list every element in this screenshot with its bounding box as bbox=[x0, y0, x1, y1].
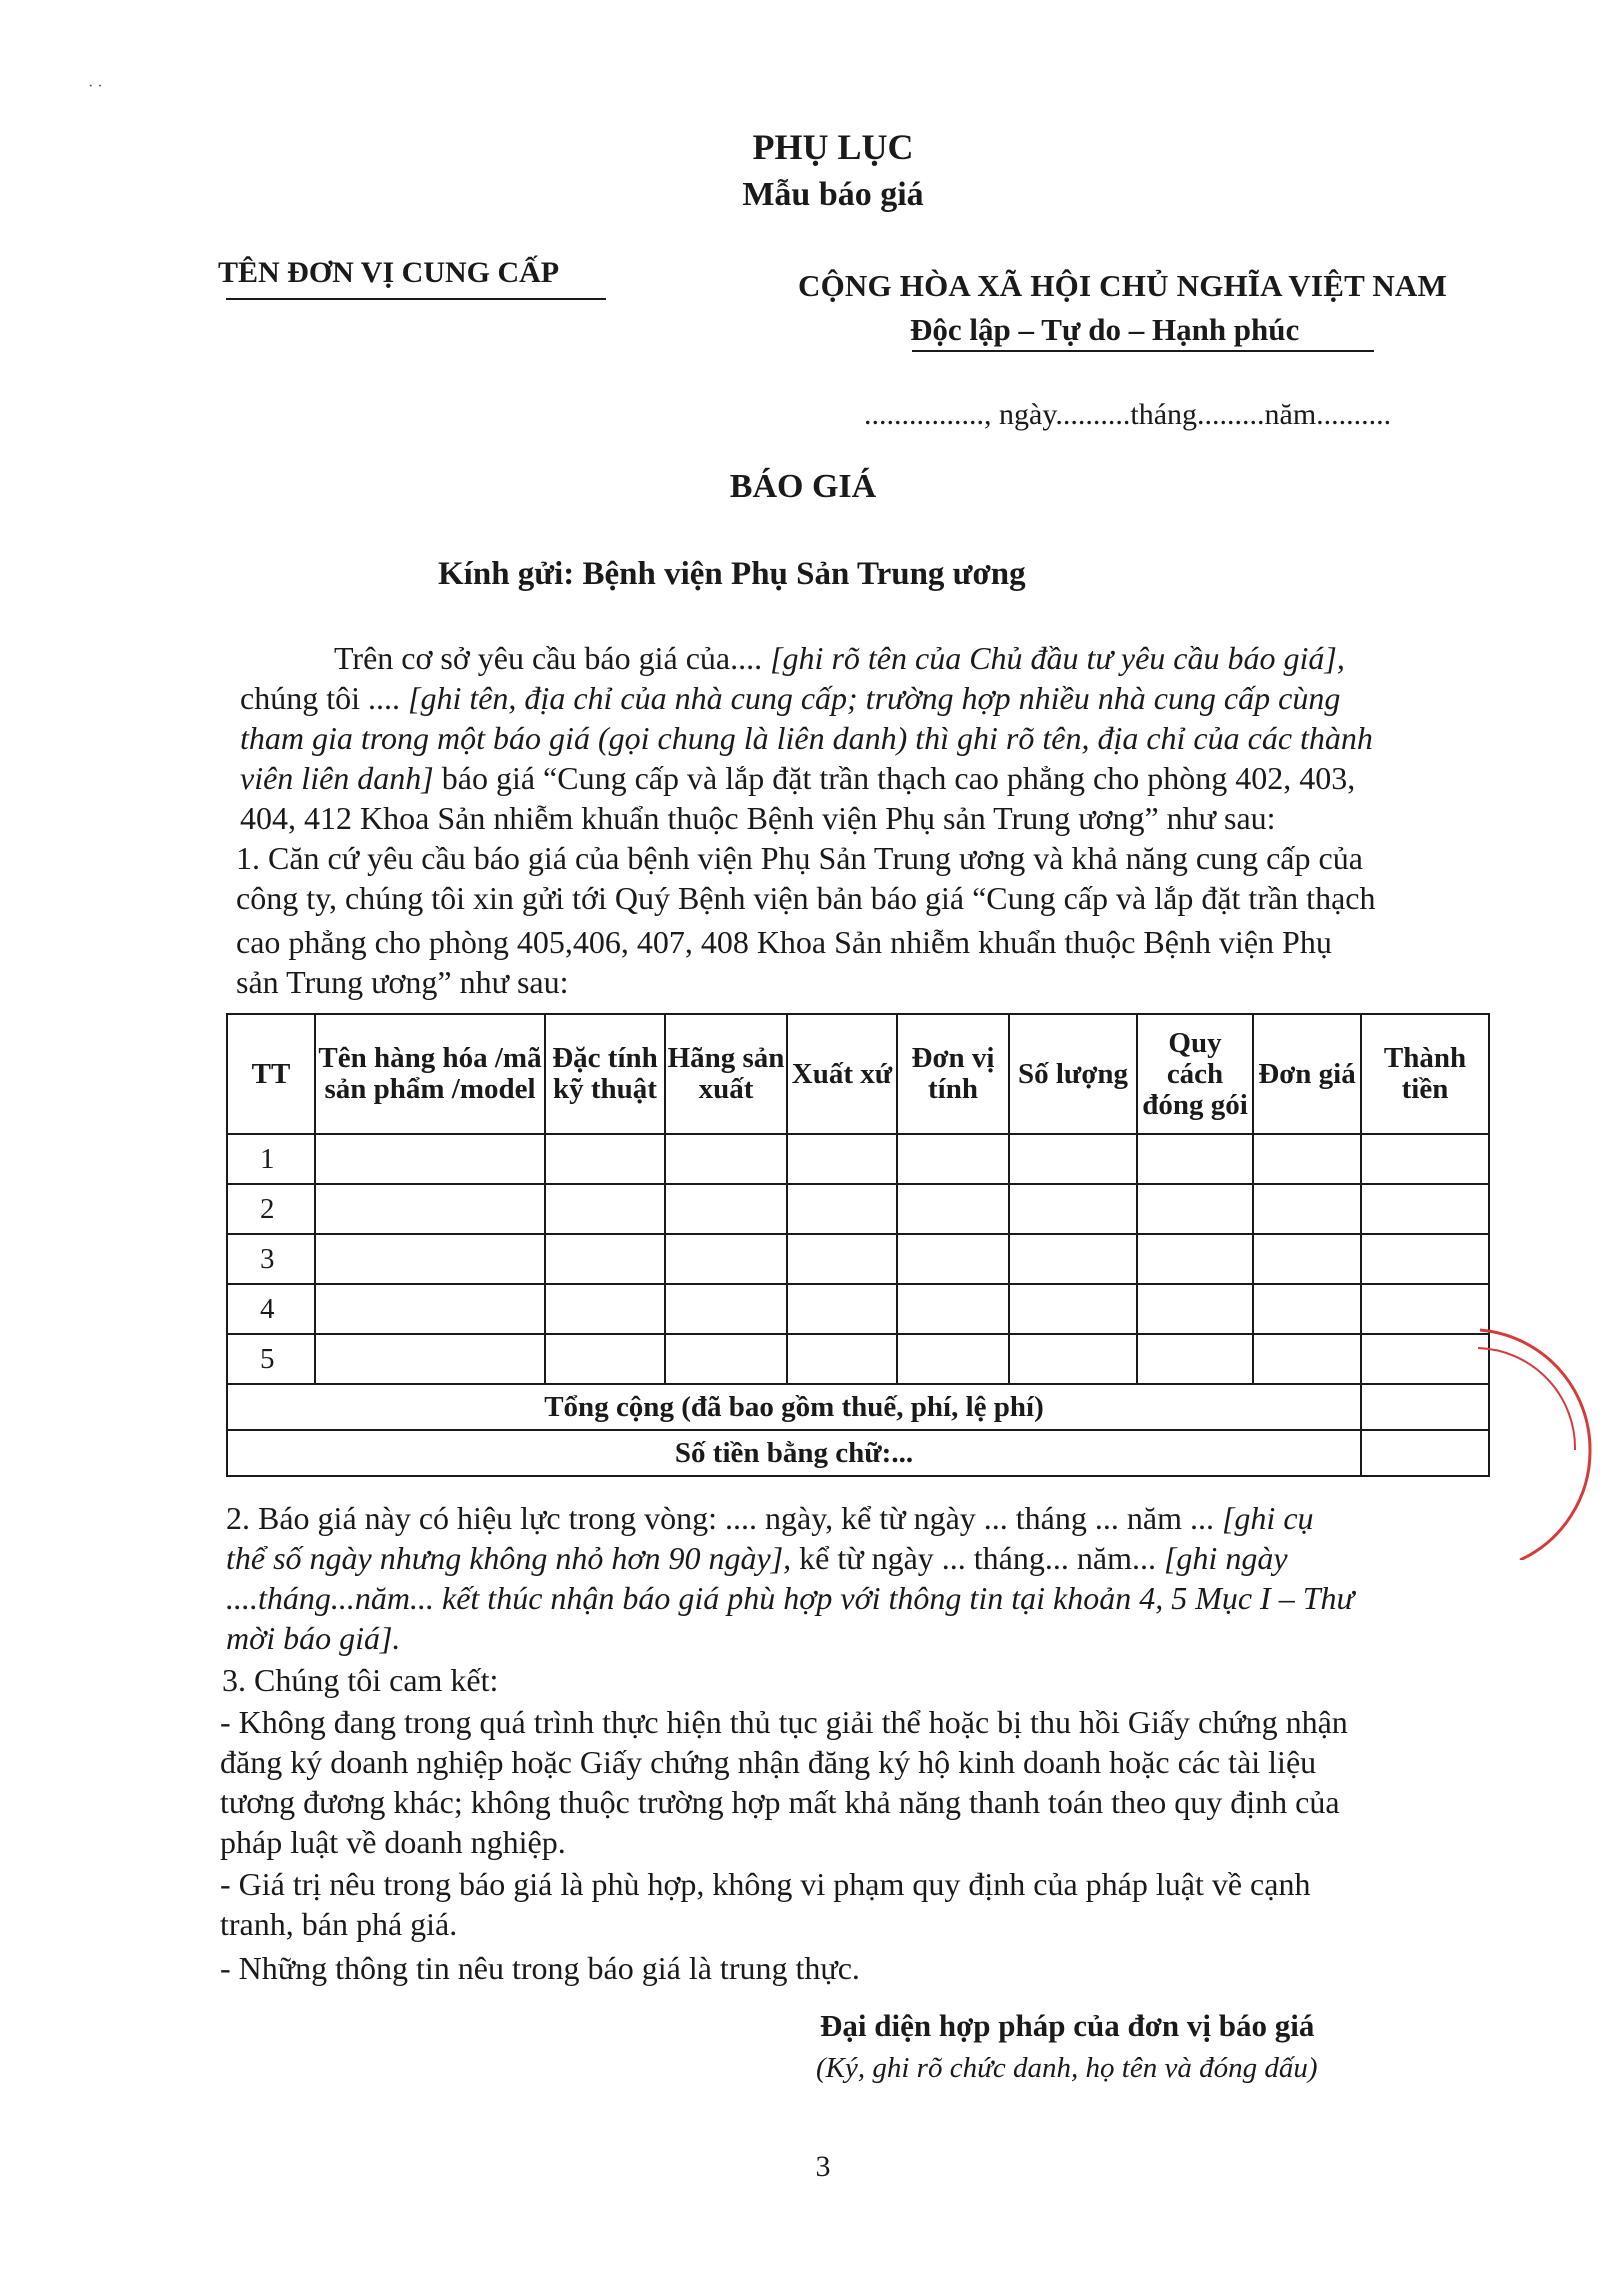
appendix-title: PHỤ LỤC bbox=[752, 127, 914, 167]
col-header-unit-price: Đơn giá bbox=[1253, 1014, 1361, 1134]
table-cell bbox=[1253, 1334, 1361, 1384]
table-cell bbox=[545, 1334, 665, 1384]
quote-table bbox=[226, 1013, 1490, 1477]
seal-arc-inner bbox=[1478, 1348, 1575, 1450]
row-number: 1 bbox=[227, 1134, 315, 1184]
intro-line-9: sản Trung ương” như sau: bbox=[236, 964, 569, 1000]
validity-line-3: ....tháng...năm... kết thúc nhận báo giá phù hợp với thông tin tại khoản 4, 5 Mục I – Thư bbox=[226, 1580, 1354, 1616]
date-line: ................, ngày..........tháng.........năm.......... bbox=[864, 398, 1392, 431]
intro-line-8: cao phẳng cho phòng 405,406, 407, 408 Khoa Sản nhiễm khuẩn thuộc Bệnh viện Phụ bbox=[236, 924, 1332, 960]
amount-words-row bbox=[227, 1430, 1489, 1476]
table-cell bbox=[665, 1234, 787, 1284]
table-cell bbox=[787, 1234, 897, 1284]
table-cell bbox=[787, 1184, 897, 1234]
table-cell bbox=[1361, 1134, 1489, 1184]
national-motto: Độc lập – Tự do – Hạnh phúc bbox=[910, 312, 1300, 347]
table-cell bbox=[315, 1284, 545, 1334]
recipient-line: Kính gửi: Bệnh viện Phụ Sản Trung ương bbox=[438, 556, 1026, 592]
table-row bbox=[227, 1134, 1489, 1184]
table-cell bbox=[897, 1284, 1009, 1334]
col-header-spec: Đặc tính kỹ thuật bbox=[545, 1014, 665, 1134]
table-cell bbox=[665, 1334, 787, 1384]
red-seal-stamp bbox=[1440, 1300, 1600, 1560]
commitment-3: - Những thông tin nêu trong báo giá là trung thực. bbox=[220, 1950, 860, 1986]
table-cell bbox=[1253, 1284, 1361, 1334]
table-cell bbox=[1253, 1184, 1361, 1234]
table-cell bbox=[1137, 1134, 1253, 1184]
table-cell bbox=[897, 1234, 1009, 1284]
supplier-label: TÊN ĐƠN VỊ CUNG CẤP bbox=[218, 256, 560, 289]
validity-line-1: 2. Báo giá này có hiệu lực trong vòng: .... ngày, kể từ ngày ... tháng ... năm ... [ghi cụ bbox=[226, 1500, 1314, 1536]
table-cell bbox=[1009, 1134, 1137, 1184]
table-cell bbox=[1253, 1134, 1361, 1184]
table-cell bbox=[665, 1284, 787, 1334]
table-cell bbox=[315, 1134, 545, 1184]
intro-line-1: Trên cơ sở yêu cầu báo giá của.... [ghi rõ tên của Chủ đầu tư yêu cầu báo giá], bbox=[334, 640, 1345, 676]
signature-title: Đại diện hợp pháp của đơn vị báo giá bbox=[820, 2008, 1315, 2043]
intro-line-6: 1. Căn cứ yêu cầu báo giá của bệnh viện Phụ Sản Trung ương và khả năng cung cấp của bbox=[236, 840, 1363, 876]
table-cell bbox=[545, 1234, 665, 1284]
motto-underline bbox=[912, 350, 1374, 352]
table-cell bbox=[1361, 1184, 1489, 1234]
table-cell bbox=[897, 1184, 1009, 1234]
intro-line-5: 404, 412 Khoa Sản nhiễm khuẩn thuộc Bệnh viện Phụ sản Trung ương” như sau: bbox=[240, 800, 1276, 836]
table-cell bbox=[1009, 1284, 1137, 1334]
row-number: 2 bbox=[227, 1184, 315, 1234]
col-header-tt: TT bbox=[227, 1014, 315, 1134]
col-header-packing: Quy cách đóng gói bbox=[1137, 1014, 1253, 1134]
table-cell bbox=[897, 1134, 1009, 1184]
table-cell bbox=[665, 1134, 787, 1184]
intro-line-2: chúng tôi .... [ghi tên, địa chỉ của nhà cung cấp; trường hợp nhiều nhà cung cấp cùng bbox=[240, 680, 1341, 716]
amount-words-label: Số tiền bằng chữ:... bbox=[227, 1430, 1361, 1476]
table-cell bbox=[897, 1334, 1009, 1384]
table-cell bbox=[787, 1334, 897, 1384]
table-header-row bbox=[227, 1014, 1489, 1134]
commitment-1-line-1: - Không đang trong quá trình thực hiện thủ tục giải thể hoặc bị thu hồi Giấy chứng nhận bbox=[220, 1704, 1348, 1740]
col-header-unit: Đơn vị tính bbox=[897, 1014, 1009, 1134]
row-number: 4 bbox=[227, 1284, 315, 1334]
commitments-heading: 3. Chúng tôi cam kết: bbox=[222, 1662, 499, 1698]
document-title: BÁO GIÁ bbox=[729, 468, 877, 505]
table-cell bbox=[1009, 1334, 1137, 1384]
table-cell bbox=[1137, 1234, 1253, 1284]
table-cell bbox=[1361, 1234, 1489, 1284]
table-cell bbox=[315, 1184, 545, 1234]
table-cell bbox=[545, 1134, 665, 1184]
table-row bbox=[227, 1334, 1489, 1384]
table-cell bbox=[1253, 1234, 1361, 1284]
table-row bbox=[227, 1234, 1489, 1284]
table-cell bbox=[1137, 1184, 1253, 1234]
seal-arc-lower bbox=[1520, 1450, 1590, 1560]
table-cell bbox=[1137, 1334, 1253, 1384]
table-row bbox=[227, 1284, 1489, 1334]
table-cell bbox=[315, 1234, 545, 1284]
row-number: 5 bbox=[227, 1334, 315, 1384]
commitment-2-line-1: - Giá trị nêu trong báo giá là phù hợp, không vi phạm quy định của pháp luật về cạnh bbox=[220, 1866, 1311, 1902]
commitment-1-line-4: pháp luật về doanh nghiệp. bbox=[220, 1824, 566, 1860]
supplier-underline bbox=[226, 298, 606, 300]
table-cell bbox=[545, 1184, 665, 1234]
col-header-quantity: Số lượng bbox=[1009, 1014, 1137, 1134]
table-cell bbox=[1137, 1284, 1253, 1334]
republic-heading: CỘNG HÒA XÃ HỘI CHỦ NGHĨA VIỆT NAM bbox=[798, 268, 1447, 303]
table-row bbox=[227, 1184, 1489, 1234]
validity-line-2: thể số ngày nhưng không nhỏ hơn 90 ngày], kể từ ngày ... tháng... năm... [ghi ngày bbox=[226, 1540, 1288, 1576]
table-cell bbox=[1009, 1234, 1137, 1284]
table-cell bbox=[787, 1134, 897, 1184]
page-number: 3 bbox=[815, 2150, 831, 2183]
col-header-product: Tên hàng hóa /mã sản phẩm /model bbox=[315, 1014, 545, 1134]
row-number: 3 bbox=[227, 1234, 315, 1284]
total-label: Tổng cộng (đã bao gồm thuế, phí, lệ phí) bbox=[227, 1384, 1361, 1430]
col-header-manufacturer: Hãng sản xuất bbox=[665, 1014, 787, 1134]
commitment-1-line-2: đăng ký doanh nghiệp hoặc Giấy chứng nhận đăng ký hộ kinh doanh hoặc các tài liệu bbox=[220, 1744, 1317, 1780]
table-cell bbox=[315, 1334, 545, 1384]
col-header-amount: Thành tiền bbox=[1361, 1014, 1489, 1134]
intro-line-3: tham gia trong một báo giá (gọi chung là liên danh) thì ghi rõ tên, địa chỉ của các thành bbox=[240, 720, 1373, 756]
table-cell bbox=[787, 1284, 897, 1334]
commitment-1-line-3: tương đương khác; không thuộc trường hợp mất khả năng thanh toán theo quy định của bbox=[220, 1784, 1340, 1820]
intro-line-7: công ty, chúng tôi xin gửi tới Quý Bệnh viện bản báo giá “Cung cấp và lắp đặt trần thạch bbox=[236, 880, 1376, 916]
table-cell bbox=[545, 1284, 665, 1334]
signature-note: (Ký, ghi rõ chức danh, họ tên và đóng dấu) bbox=[816, 2052, 1318, 2084]
col-header-origin: Xuất xứ bbox=[787, 1014, 897, 1134]
commitment-2-line-2: tranh, bán phá giá. bbox=[220, 1906, 458, 1942]
scan-mark: · · bbox=[88, 78, 103, 95]
validity-line-4: mời báo giá]. bbox=[226, 1620, 401, 1656]
intro-line-4: viên liên danh] báo giá “Cung cấp và lắp đặt trần thạch cao phẳng cho phòng 402, 403, bbox=[240, 760, 1356, 796]
total-row bbox=[227, 1384, 1489, 1430]
table-cell bbox=[665, 1184, 787, 1234]
form-name: Mẫu báo giá bbox=[742, 176, 924, 213]
table-cell bbox=[1009, 1184, 1137, 1234]
